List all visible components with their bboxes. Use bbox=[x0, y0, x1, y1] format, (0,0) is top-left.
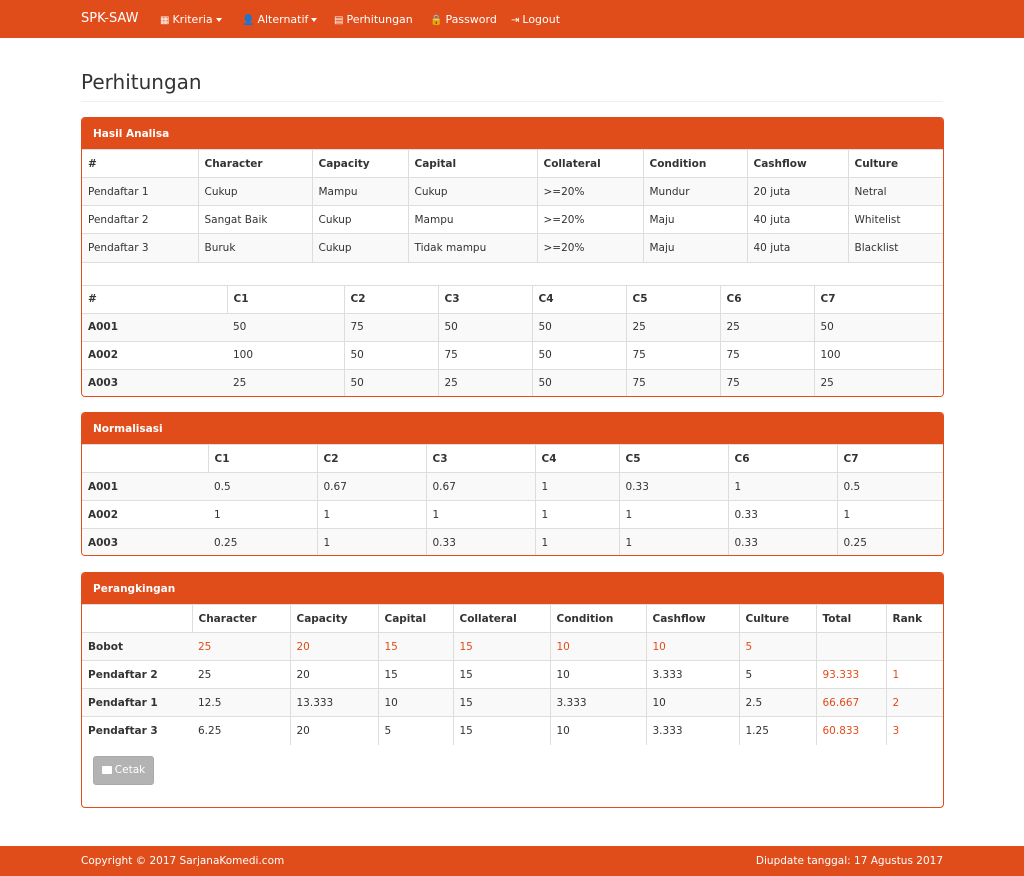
user-icon: 👤 bbox=[242, 15, 255, 26]
footer-copyright: Copyright © 2017 SarjanaKomedi.com bbox=[81, 855, 285, 867]
weight-cell: 25 bbox=[192, 633, 290, 661]
footer-updated: Diupdate tanggal: 17 Agustus 2017 bbox=[755, 855, 943, 867]
table-cell: Pendaftar 1 bbox=[82, 178, 198, 206]
title-divider bbox=[81, 101, 943, 102]
table-row bbox=[82, 473, 943, 501]
table-row bbox=[82, 313, 943, 341]
table-row bbox=[82, 689, 943, 717]
table-cell: Maju bbox=[643, 206, 747, 234]
cetak-button-label: Cetak bbox=[114, 764, 146, 776]
table-cell: 20 bbox=[290, 717, 378, 745]
table-cell: 0.25 bbox=[837, 529, 943, 557]
table-cell: Pendaftar 3 bbox=[82, 234, 198, 262]
column-header: Character bbox=[192, 605, 290, 633]
row-header: A001 bbox=[82, 473, 208, 501]
perangkingan-table bbox=[82, 604, 943, 745]
table-cell: Buruk bbox=[198, 234, 312, 262]
table-cell: Sangat Baik bbox=[198, 206, 312, 234]
brand-link[interactable]: SPK-SAW bbox=[81, 11, 139, 26]
table-cell: 15 bbox=[378, 661, 453, 689]
nav-alternatif[interactable] bbox=[242, 13, 317, 26]
nav-perhitungan-label: Perhitungan bbox=[346, 13, 413, 26]
table-cell: 25 bbox=[438, 369, 532, 397]
column-header bbox=[82, 445, 208, 473]
table-cell: 0.25 bbox=[208, 529, 317, 557]
table-cell: 75 bbox=[626, 341, 720, 369]
table-cell: Cukup bbox=[198, 178, 312, 206]
bobot-row bbox=[82, 633, 943, 661]
table-cell: Mampu bbox=[312, 178, 408, 206]
nav-logout-label: Logout bbox=[522, 13, 561, 26]
column-header: C7 bbox=[814, 285, 943, 313]
th-large-icon: ▦ bbox=[160, 15, 170, 26]
table-spacer bbox=[82, 262, 943, 285]
row-header: A001 bbox=[82, 313, 227, 341]
column-header: C5 bbox=[619, 445, 728, 473]
panel-heading: Hasil Analisa bbox=[82, 118, 943, 149]
table-cell: 15 bbox=[453, 717, 550, 745]
nav-alternatif-label: Alternatif bbox=[257, 13, 309, 26]
table-cell: 20 bbox=[290, 661, 378, 689]
table-cell: 40 juta bbox=[747, 234, 848, 262]
table-cell: 25 bbox=[814, 369, 943, 397]
table-cell: 2.5 bbox=[739, 689, 816, 717]
table-cell: 0.33 bbox=[728, 501, 837, 529]
column-header: # bbox=[82, 285, 227, 313]
table-cell: Maju bbox=[643, 234, 747, 262]
panel-heading: Perangkingan bbox=[82, 573, 943, 604]
table-cell: 5 bbox=[739, 661, 816, 689]
table-cell: 0.5 bbox=[837, 473, 943, 501]
table-cell: 1 bbox=[317, 501, 426, 529]
column-header: Culture bbox=[848, 150, 943, 178]
table-cell: Netral bbox=[848, 178, 943, 206]
lock-icon: 🔒 bbox=[430, 15, 443, 26]
column-header: C4 bbox=[535, 445, 619, 473]
table-cell: 50 bbox=[227, 313, 344, 341]
panel-perangkingan bbox=[81, 572, 944, 808]
table-row bbox=[82, 206, 943, 234]
normalisasi-table bbox=[82, 444, 943, 556]
table-cell: 75 bbox=[438, 341, 532, 369]
weight-cell: 10 bbox=[646, 633, 739, 661]
table-cell: 75 bbox=[720, 369, 814, 397]
table-cell: Pendaftar 2 bbox=[82, 206, 198, 234]
table-cell: 1 bbox=[728, 473, 837, 501]
column-header: C6 bbox=[728, 445, 837, 473]
row-header: Bobot bbox=[82, 633, 192, 661]
table-cell: Whitelist bbox=[848, 206, 943, 234]
column-header: Character bbox=[198, 150, 312, 178]
column-header: Culture bbox=[739, 605, 816, 633]
rank-cell: 2 bbox=[886, 689, 943, 717]
column-header: Rank bbox=[886, 605, 943, 633]
table-cell: 75 bbox=[720, 341, 814, 369]
table-cell: Blacklist bbox=[848, 234, 943, 262]
table-cell: 0.5 bbox=[208, 473, 317, 501]
table-cell: 50 bbox=[814, 313, 943, 341]
table-header-row bbox=[82, 445, 943, 473]
page-title: Perhitungan bbox=[81, 70, 202, 94]
table-cell: 20 juta bbox=[747, 178, 848, 206]
table-cell: 50 bbox=[344, 341, 438, 369]
nav-password[interactable] bbox=[430, 13, 497, 26]
row-header: A003 bbox=[82, 369, 227, 397]
total-cell: 60.833 bbox=[816, 717, 886, 745]
weight-cell: 15 bbox=[453, 633, 550, 661]
table-row bbox=[82, 178, 943, 206]
column-header: C2 bbox=[344, 285, 438, 313]
total-cell: 66.667 bbox=[816, 689, 886, 717]
table-cell: 13.333 bbox=[290, 689, 378, 717]
weight-cell: 10 bbox=[550, 633, 646, 661]
table-cell: 3.333 bbox=[646, 661, 739, 689]
table-cell: 75 bbox=[626, 369, 720, 397]
table-cell: 25 bbox=[720, 313, 814, 341]
table-cell: 1 bbox=[317, 529, 426, 557]
weight-cell: 15 bbox=[378, 633, 453, 661]
caret-down-icon bbox=[311, 18, 317, 22]
panel-heading: Normalisasi bbox=[82, 413, 943, 444]
table-cell: 40 juta bbox=[747, 206, 848, 234]
row-header: A003 bbox=[82, 529, 208, 557]
column-header bbox=[82, 605, 192, 633]
rank-cell: 3 bbox=[886, 717, 943, 745]
table-cell: 25 bbox=[227, 369, 344, 397]
table-cell: >=20% bbox=[537, 206, 643, 234]
panel-normalisasi bbox=[81, 412, 944, 556]
column-header: Capital bbox=[408, 150, 537, 178]
column-header: C3 bbox=[426, 445, 535, 473]
column-header: C1 bbox=[227, 285, 344, 313]
table-row bbox=[82, 369, 943, 397]
panel-hasil-analisa bbox=[81, 117, 944, 397]
column-header: Condition bbox=[550, 605, 646, 633]
table-row bbox=[82, 234, 943, 262]
table-row bbox=[82, 717, 943, 745]
table-cell: 0.33 bbox=[426, 529, 535, 557]
table-cell: 15 bbox=[453, 689, 550, 717]
column-header: C7 bbox=[837, 445, 943, 473]
row-header: A002 bbox=[82, 501, 208, 529]
footer bbox=[0, 846, 1024, 876]
table-row bbox=[82, 341, 943, 369]
rank-cell: 1 bbox=[886, 661, 943, 689]
table-cell: 10 bbox=[550, 717, 646, 745]
table-header-row bbox=[82, 285, 943, 313]
table-row bbox=[82, 529, 943, 557]
table-header-row bbox=[82, 605, 943, 633]
table-row bbox=[82, 501, 943, 529]
navbar bbox=[0, 0, 1024, 38]
column-header: # bbox=[82, 150, 198, 178]
nilai-kriteria-table bbox=[82, 285, 943, 398]
table-cell: 10 bbox=[550, 661, 646, 689]
cetak-button[interactable] bbox=[93, 756, 154, 785]
row-header: Pendaftar 2 bbox=[82, 661, 192, 689]
column-header: C4 bbox=[532, 285, 626, 313]
column-header: Capital bbox=[378, 605, 453, 633]
table-cell: Tidak mampu bbox=[408, 234, 537, 262]
column-header: Capacity bbox=[312, 150, 408, 178]
row-header: Pendaftar 3 bbox=[82, 717, 192, 745]
table-cell: Mundur bbox=[643, 178, 747, 206]
table-cell: 1 bbox=[535, 473, 619, 501]
nav-kriteria[interactable] bbox=[160, 13, 222, 26]
logout-icon: ⇥ bbox=[511, 15, 520, 26]
column-header: Cashflow bbox=[747, 150, 848, 178]
total-cell: 93.333 bbox=[816, 661, 886, 689]
table-cell: 1.25 bbox=[739, 717, 816, 745]
table-cell: Cukup bbox=[312, 234, 408, 262]
row-header: A002 bbox=[82, 341, 227, 369]
table-cell: Cukup bbox=[408, 178, 537, 206]
print-icon bbox=[102, 766, 112, 774]
table-cell: 1 bbox=[535, 501, 619, 529]
table-cell: 1 bbox=[208, 501, 317, 529]
column-header: C2 bbox=[317, 445, 426, 473]
table-cell: 25 bbox=[626, 313, 720, 341]
table-cell: 5 bbox=[378, 717, 453, 745]
column-header: C1 bbox=[208, 445, 317, 473]
table-cell: 1 bbox=[535, 529, 619, 557]
table-cell: 1 bbox=[619, 501, 728, 529]
table-cell: 100 bbox=[814, 341, 943, 369]
table-cell: 25 bbox=[192, 661, 290, 689]
calendar-icon: ▤ bbox=[334, 15, 344, 26]
table-cell: 1 bbox=[426, 501, 535, 529]
table-cell: 3.333 bbox=[646, 717, 739, 745]
table-cell: 50 bbox=[344, 369, 438, 397]
weight-cell: 20 bbox=[290, 633, 378, 661]
table-cell: >=20% bbox=[537, 178, 643, 206]
table-cell: 50 bbox=[532, 313, 626, 341]
column-header: C5 bbox=[626, 285, 720, 313]
table-cell: Cukup bbox=[312, 206, 408, 234]
table-cell: 0.67 bbox=[426, 473, 535, 501]
column-header: Capacity bbox=[290, 605, 378, 633]
table-cell: Mampu bbox=[408, 206, 537, 234]
column-header: C6 bbox=[720, 285, 814, 313]
column-header: Collateral bbox=[537, 150, 643, 178]
table-cell: 0.33 bbox=[728, 529, 837, 557]
hasil-analisa-table bbox=[82, 149, 943, 262]
nav-password-label: Password bbox=[445, 13, 497, 26]
nav-kriteria-label: Kriteria bbox=[172, 13, 213, 26]
table-cell: 1 bbox=[837, 501, 943, 529]
column-header: Collateral bbox=[453, 605, 550, 633]
table-cell: 12.5 bbox=[192, 689, 290, 717]
table-cell: 10 bbox=[646, 689, 739, 717]
column-header: Condition bbox=[643, 150, 747, 178]
table-cell bbox=[886, 633, 943, 661]
table-cell: 3.333 bbox=[550, 689, 646, 717]
row-header: Pendaftar 1 bbox=[82, 689, 192, 717]
caret-down-icon bbox=[216, 18, 222, 22]
table-row bbox=[82, 661, 943, 689]
table-cell: 100 bbox=[227, 341, 344, 369]
table-cell: 50 bbox=[438, 313, 532, 341]
column-header: C3 bbox=[438, 285, 532, 313]
table-cell bbox=[816, 633, 886, 661]
table-cell: 15 bbox=[453, 661, 550, 689]
table-cell: 6.25 bbox=[192, 717, 290, 745]
weight-cell: 5 bbox=[739, 633, 816, 661]
nav-logout[interactable] bbox=[511, 13, 560, 26]
column-header: Total bbox=[816, 605, 886, 633]
table-cell: 75 bbox=[344, 313, 438, 341]
table-header-row bbox=[82, 150, 943, 178]
table-cell: 0.33 bbox=[619, 473, 728, 501]
table-cell: 10 bbox=[378, 689, 453, 717]
table-cell: 50 bbox=[532, 369, 626, 397]
nav-perhitungan[interactable] bbox=[334, 13, 413, 26]
table-cell: >=20% bbox=[537, 234, 643, 262]
table-cell: 0.67 bbox=[317, 473, 426, 501]
table-cell: 1 bbox=[619, 529, 728, 557]
column-header: Cashflow bbox=[646, 605, 739, 633]
table-cell: 50 bbox=[532, 341, 626, 369]
